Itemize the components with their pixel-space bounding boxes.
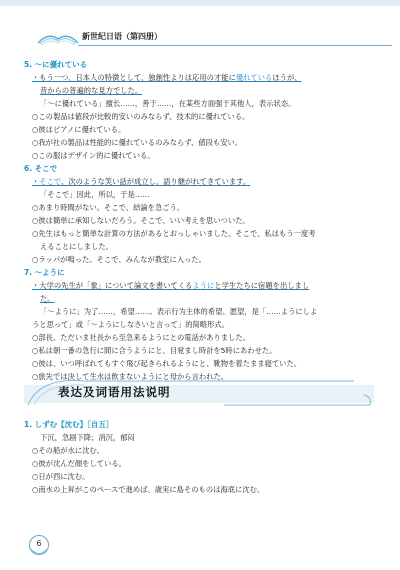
sentence-highlight: ように [192, 281, 215, 290]
example: ○あまり時間がない。そこで、結論を急ごう。 [32, 203, 185, 212]
sentence-suffix: 、次のような笑い話が成立し、語り継がれてきています。 [61, 177, 251, 186]
sentence-prefix: ・ [32, 177, 40, 186]
gloss: 「～ように」为了……，希望……。表示行为主体的希望、愿望，是「……ようにしよ [40, 307, 318, 316]
sentence-cont-text: た。 [40, 294, 55, 303]
example: ○先生はもっと簡単な計算の方法があるとおっしゃいました。そこで、私はもう一度考 [32, 229, 316, 238]
gloss: 下沉，急剧下降；消沉，郁闷 [40, 433, 135, 442]
vocab-entries [24, 418, 376, 496]
example-cont: えることにしました。 [40, 242, 113, 251]
gloss: 「そこで」因此，所以，于是…… [40, 190, 150, 199]
example: ○この服はデザイン的に優れている。 [32, 151, 155, 160]
sample-sentence-cont [24, 292, 376, 305]
book-title: 新世纪日语（第四册） [82, 32, 162, 41]
example: ○彼は、いつ呼ばれてもすぐ飛び起きられるようにと、靴物を着たまま寝ていた。 [32, 359, 302, 368]
sentence-prefix: ・大学の先生が「象」について論文を書いてくる [32, 281, 193, 290]
gloss: 「～に優れている」擅长……，善于……，在某些方面强于其他人，表示状态。 [40, 99, 296, 108]
sentence-suffix: ほうが、 [272, 73, 302, 82]
sentence-prefix: ・もう一つ、日本人の特徴として、独創性よりは応用の才能に [32, 73, 236, 82]
example: ○彼は簡単に承知しないだろう。そこで、いい考えを思いついた。 [32, 216, 250, 225]
example: ○私は朝一番の急行に間に合うようにと、目覚まし時計を5時にあわせた。 [32, 346, 277, 355]
lesson-content [24, 58, 376, 383]
sample-sentence-cont [24, 84, 376, 97]
example: ○旅先では決して生水は飲まないようにと母から言われた。 [32, 372, 229, 381]
sentence-highlight: 優れている [235, 73, 273, 82]
banner-title: 表达及词语用法说明 [58, 385, 171, 399]
section-banner [24, 375, 374, 407]
sample-sentence [24, 71, 376, 84]
header-rule [78, 45, 392, 46]
gloss-cont: うと思って」或「～ようにしなさいと言って」的简略形式。 [32, 320, 230, 329]
example: ○部長、ただいま社長から至急来るようにとの電話がありました。 [32, 333, 250, 342]
page-number-badge [28, 534, 50, 556]
section-heading: 5. ～に優れている [24, 60, 88, 69]
sample-sentence [24, 279, 376, 292]
sentence-suffix: と学生たちに宿題を出しまし [214, 281, 310, 290]
section-heading: 7. ～ように [24, 268, 65, 277]
example: ○我が社の製品は性能的に優れているのみならず、値段も安い。 [32, 138, 243, 147]
sentence-highlight: そこで [39, 177, 62, 186]
example: ○日が西に沈む。 [32, 472, 90, 481]
example: ○南水の上昇がこのペースで進めば、歳実に島そのものは海底に沈む。 [32, 485, 265, 494]
sentence-cont-text: 昔からの普遍的な見方でした。 [40, 86, 143, 95]
example: ○その船が水に沈む。 [32, 446, 105, 455]
page-header [0, 0, 400, 50]
example: ○ラッパが鳴った。そこで、みんなが教室に入った。 [32, 255, 206, 264]
section-heading: 6. そこで [24, 164, 58, 173]
example: ○この製品は値段が比較的安いのみならず、技术的に優れている。 [32, 112, 250, 121]
entry-heading: 1. しずむ【沈む】［自五］ [24, 420, 114, 429]
page-number: 6 [36, 539, 42, 548]
example: ○彼が沈んだ顔をしている。 [32, 459, 126, 468]
book-logo-icon [36, 30, 80, 46]
header-band [0, 0, 400, 6]
example: ○彼はピアノに優れている。 [32, 125, 126, 134]
sample-sentence [24, 175, 376, 188]
